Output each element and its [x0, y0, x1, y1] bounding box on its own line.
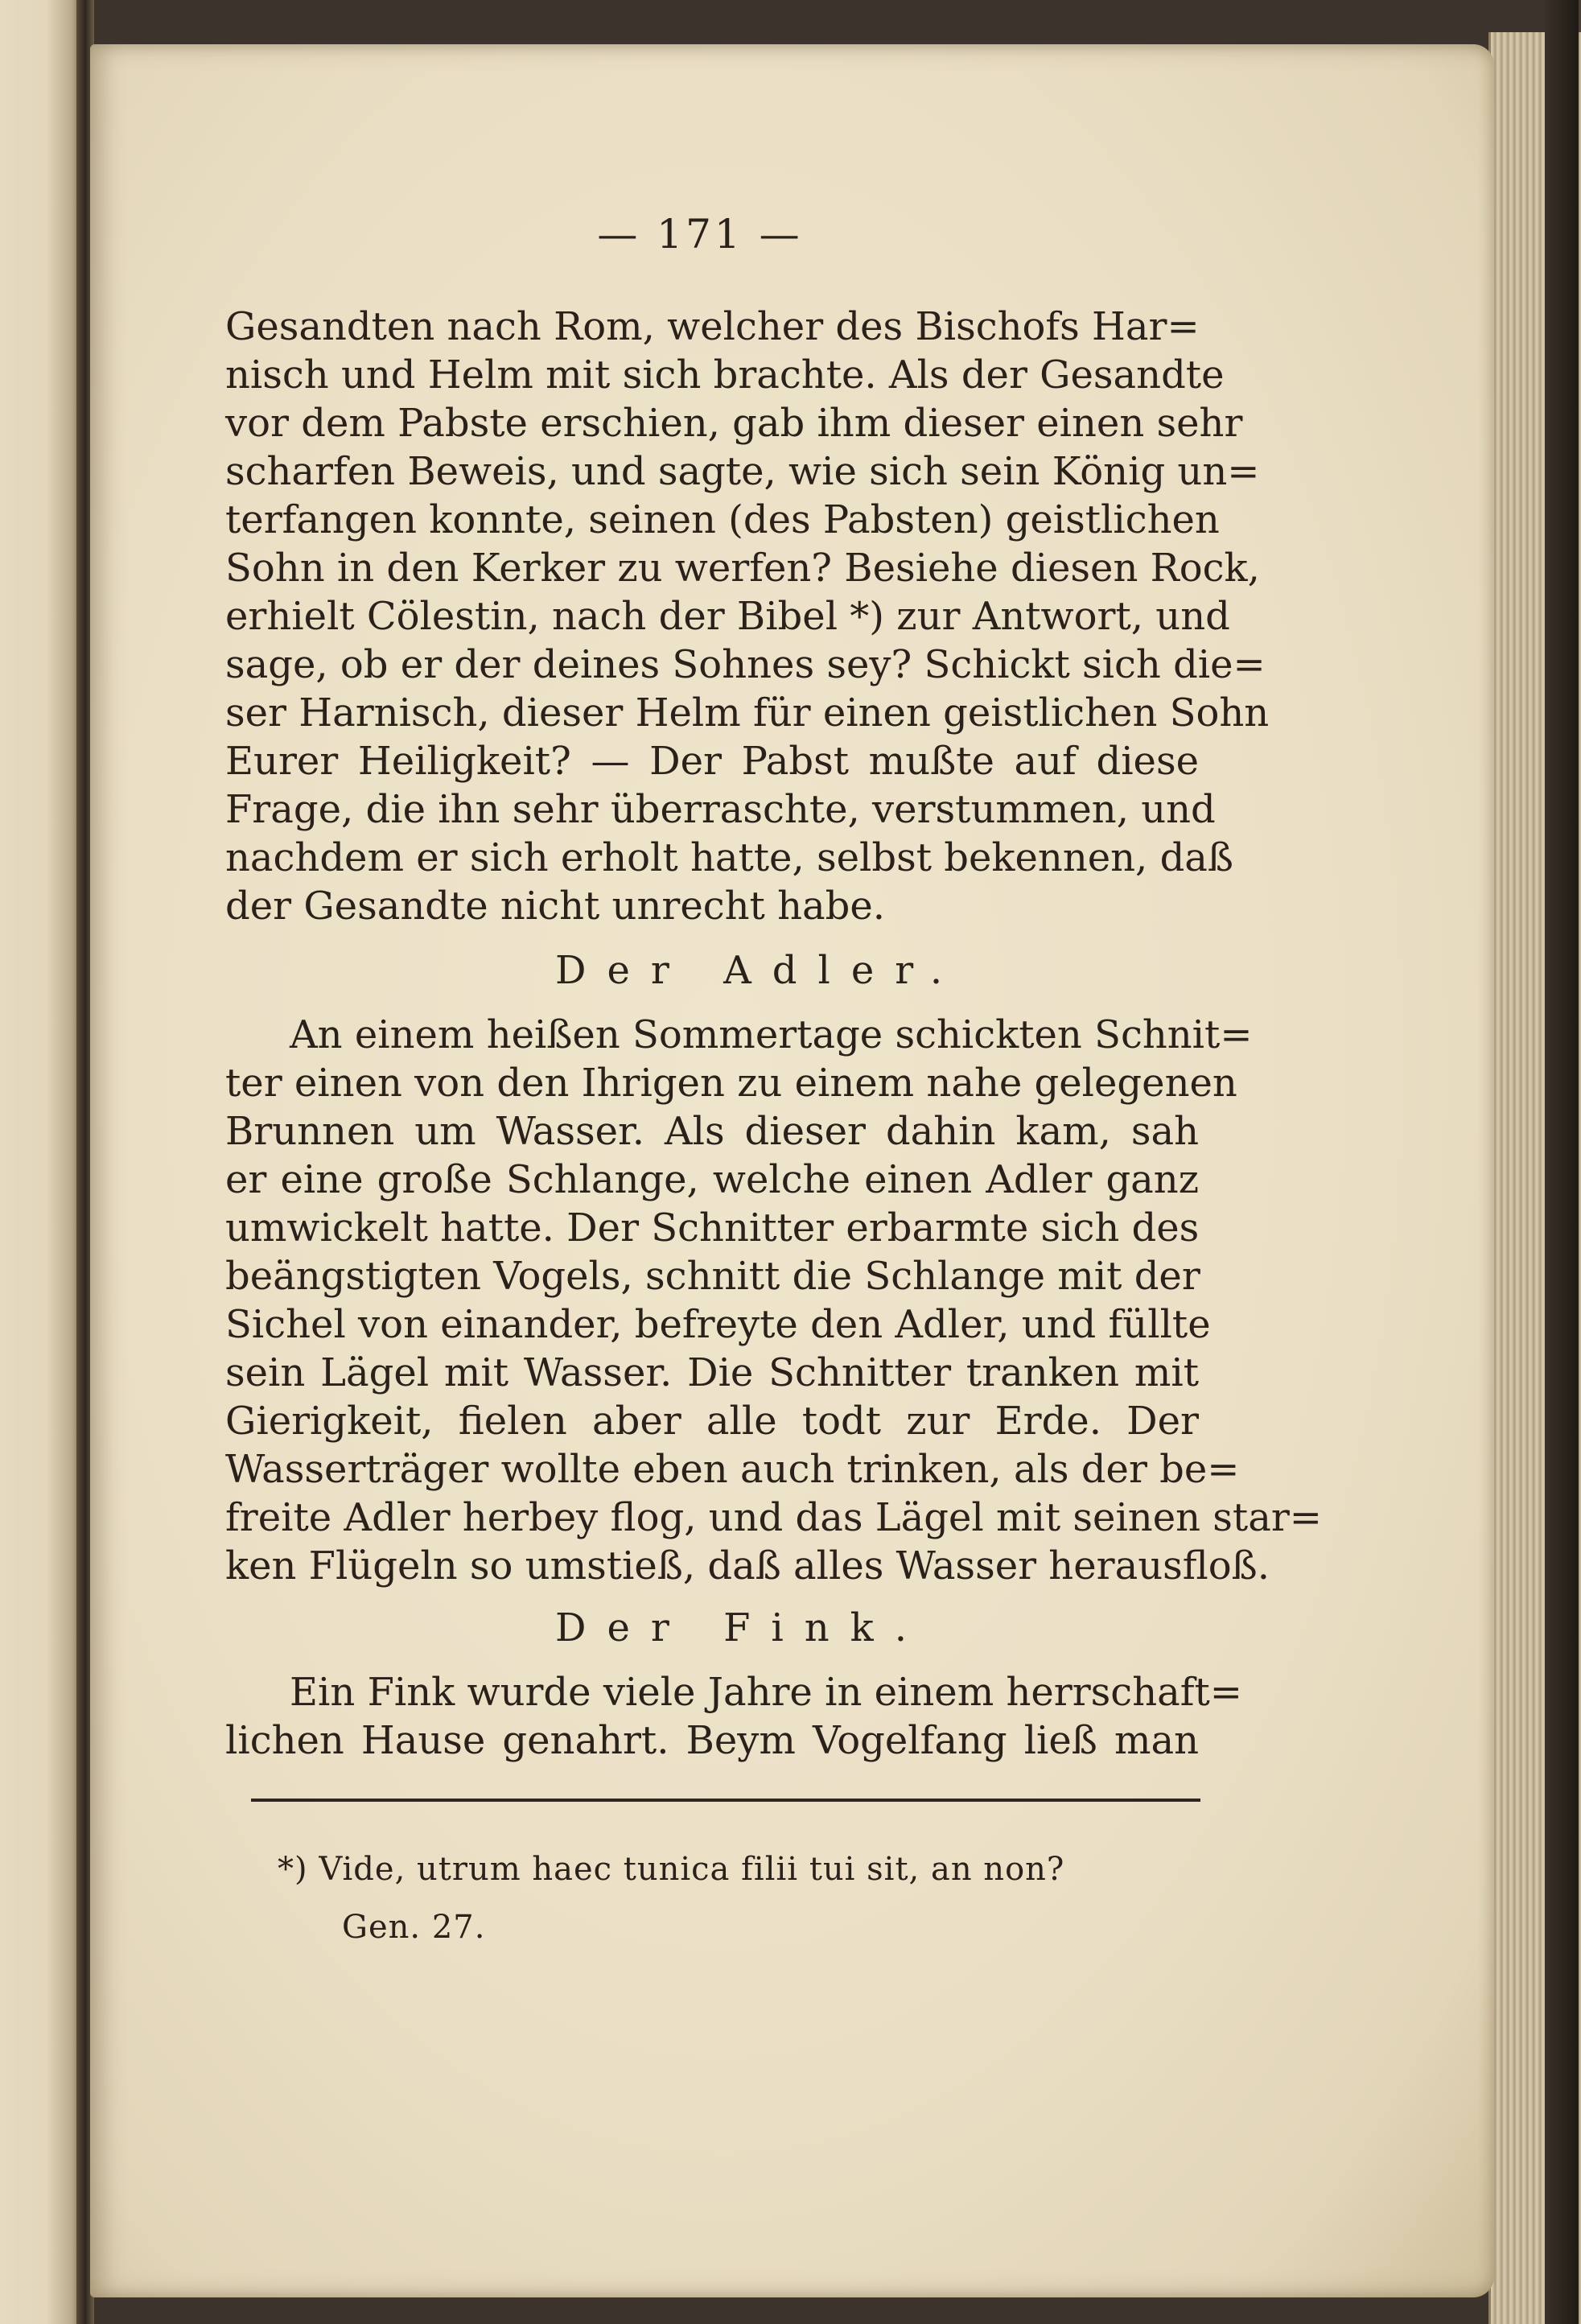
text-line: der Gesandte nicht unrecht habe.: [225, 884, 885, 929]
text-line: er eine große Schlange, welche einen Adler ganz: [225, 1157, 1199, 1202]
text-line: erhielt Cölestin, nach der Bibel *) zur Antwort, und: [225, 594, 1230, 639]
footnote-divider: [251, 1799, 1200, 1802]
text-line: scharfen Beweis, und sagte, wie sich sein König un=: [225, 449, 1260, 494]
footnote-line: *) Vide, utrum haec tunica filii tui sit, an non?: [278, 1851, 1065, 1888]
text-line: sein Lägel mit Wasser. Die Schnitter tranken mit: [225, 1350, 1199, 1395]
footnote-line: Gen. 27.: [342, 1909, 486, 1946]
text-line: Sohn in den Kerker zu werfen? Besiehe diesen Rock,: [225, 546, 1260, 591]
book-cover-edge: [1545, 0, 1579, 2324]
left-page-edge: [0, 0, 84, 2324]
text-line: nachdem er sich erholt hatte, selbst bekennen, daß: [225, 835, 1233, 880]
text-line: An einem heißen Sommertage schickten Schnit=: [290, 1012, 1253, 1057]
text-line: Eurer Heiligkeit? — Der Pabst mußte auf diese: [225, 739, 1199, 784]
text-line: Gierigkeit, fielen aber alle todt zur Erde. Der: [225, 1399, 1199, 1444]
text-line: terfangen konnte, seinen (des Pabsten) geistlichen: [225, 497, 1220, 542]
text-line: freite Adler herbey flog, und das Lägel mit seinen star=: [225, 1495, 1322, 1540]
text-line: sage, ob er der deines Sohnes sey? Schickt sich die=: [225, 642, 1266, 687]
text-line: Frage, die ihn sehr überraschte, verstummen, und: [225, 787, 1216, 832]
text-line: Wasserträger wollte eben auch trinken, als der be=: [225, 1447, 1240, 1492]
text-line: ser Harnisch, dieser Helm für einen geistlichen Sohn: [225, 690, 1270, 736]
text-line: beängstigten Vogels, schnitt die Schlange mit der: [225, 1254, 1200, 1299]
text-line: Ein Fink wurde viele Jahre in einem herrschaft=: [290, 1670, 1242, 1715]
text-line: ter einen von den Ihrigen zu einem nahe gelegenen: [225, 1061, 1237, 1106]
section-heading-adler: Der Adler.: [555, 948, 964, 993]
text-line: vor dem Pabste erschien, gab ihm dieser einen sehr: [225, 401, 1243, 446]
text-line: lichen Hause genahrt. Beym Vogelfang ließ man: [225, 1718, 1199, 1763]
text-line: Gesandten nach Rom, welcher des Bischofs Har=: [225, 304, 1200, 349]
page-number: — 171 —: [597, 211, 803, 258]
text-line: Brunnen um Wasser. Als dieser dahin kam, sah: [225, 1109, 1199, 1154]
text-line: ken Flügeln so umstieß, daß alles Wasser herausfloß.: [225, 1543, 1270, 1588]
text-line: nisch und Helm mit sich brachte. Als der Gesandte: [225, 352, 1225, 398]
section-heading-fink: Der Fink.: [555, 1605, 928, 1650]
text-line: Sichel von einander, befreyte den Adler, und füllte: [225, 1302, 1211, 1347]
text-line: umwickelt hatte. Der Schnitter erbarmte sich des: [225, 1205, 1200, 1251]
